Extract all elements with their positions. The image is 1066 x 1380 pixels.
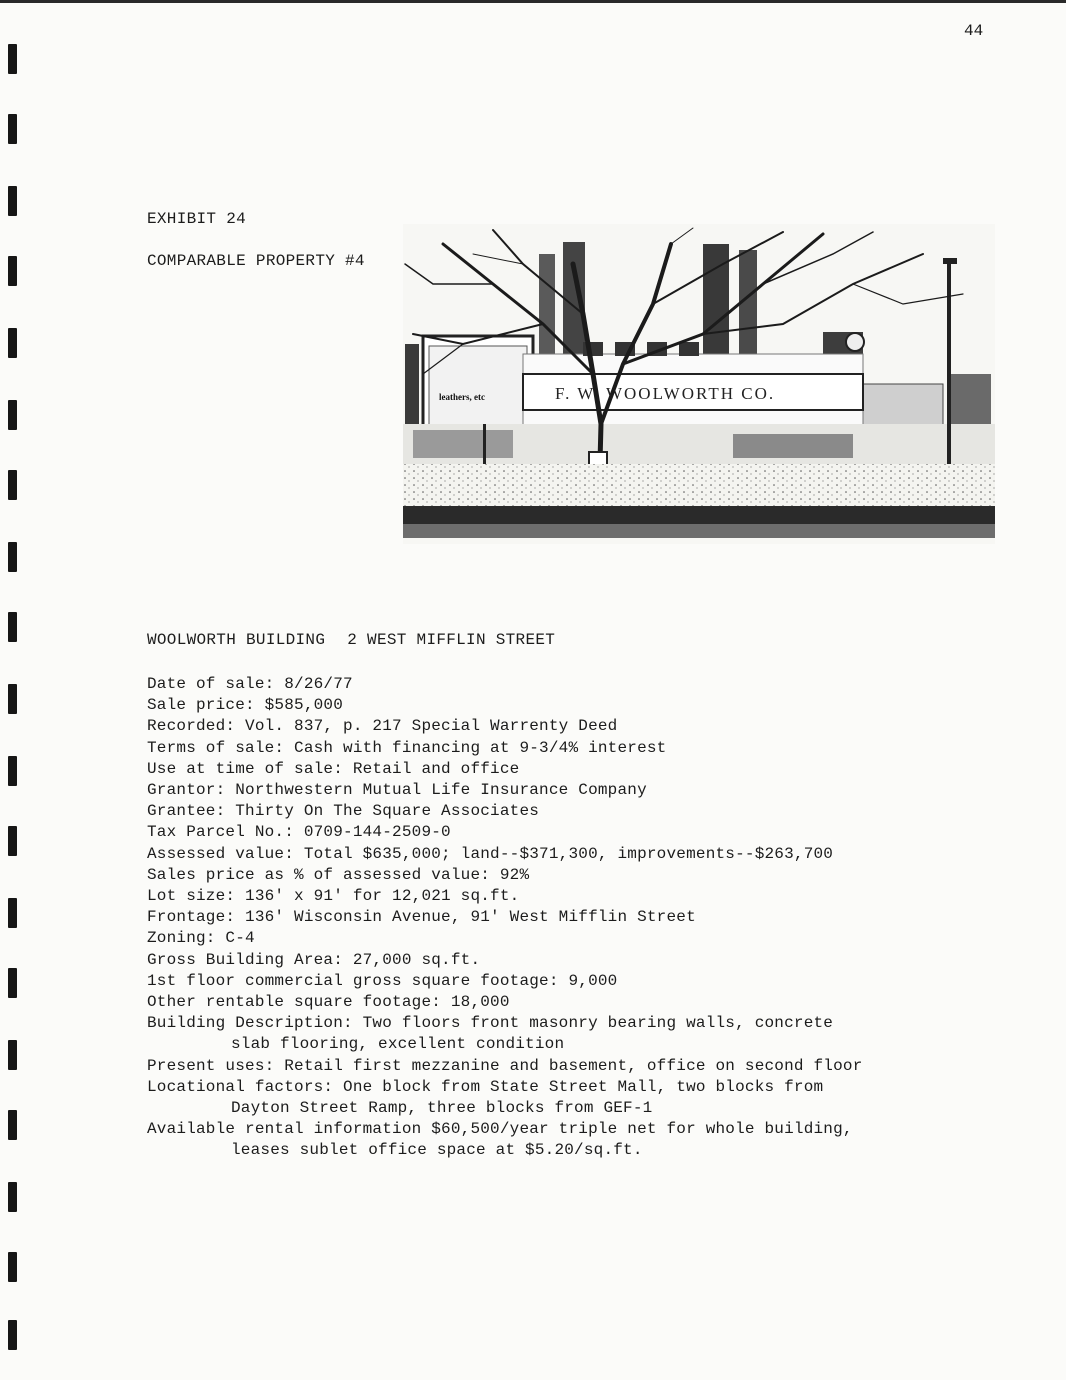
- rental-information-continued: leases sublet office space at $5.20/sq.ft.: [231, 1141, 643, 1160]
- tax-parcel-number: Tax Parcel No.: 0709-144-2509-0: [147, 823, 451, 842]
- binder-hole: [8, 470, 17, 500]
- binder-hole: [8, 44, 17, 74]
- binder-hole: [8, 968, 17, 998]
- terms-of-sale: Terms of sale: Cash with financing at 9-3/4% interest: [147, 738, 667, 757]
- date-of-sale: Date of sale: 8/26/77: [147, 675, 353, 693]
- sales-price-ratio: Sales price as % of assessed value: 92%: [147, 865, 530, 884]
- first-floor-footage: 1st floor commercial gross square footage: 9,000: [147, 971, 618, 990]
- binder-hole: [8, 186, 17, 216]
- property-details: [147, 674, 1047, 1162]
- exhibit-label: EXHIBIT 24: [147, 210, 247, 228]
- property-name: WOOLWORTH BUILDING: [147, 631, 326, 649]
- building-description-continued: slab flooring, excellent condition: [231, 1035, 565, 1054]
- assessed-value: Assessed value: Total $635,000; land--$371,300, improvements--$263,700: [147, 844, 834, 863]
- building-description: Building Description: Two floors front masonry bearing walls, concrete: [147, 1014, 834, 1033]
- binder-hole: [8, 1320, 17, 1350]
- top-edge-rule: [0, 0, 1066, 3]
- rental-information: Available rental information $60,500/year triple net for whole building,: [147, 1120, 853, 1139]
- binder-hole: [8, 684, 17, 714]
- binder-hole: [8, 612, 17, 642]
- store-sign-text: leathers, etc: [439, 392, 485, 402]
- use-at-time-of-sale: Use at time of sale: Retail and office: [147, 759, 520, 778]
- binder-hole: [8, 114, 17, 144]
- other-rentable-footage: Other rentable square footage: 18,000: [147, 993, 510, 1012]
- property-heading: [147, 631, 555, 649]
- binder-hole: [8, 1182, 17, 1212]
- sale-price: Sale price: $585,000: [147, 696, 344, 715]
- binder-hole: [8, 826, 17, 856]
- present-uses: Present uses: Retail first mezzanine and basement, office on second floor: [147, 1056, 863, 1075]
- frontage: Frontage: 136' Wisconsin Avenue, 91' West Mifflin Street: [147, 908, 696, 927]
- binder-hole: [8, 1040, 17, 1070]
- page-number: 44: [964, 22, 984, 40]
- binder-hole: [8, 400, 17, 430]
- lot-size: Lot size: 136' x 91' for 12,021 sq.ft.: [147, 887, 520, 906]
- property-photo: [403, 224, 995, 544]
- binder-hole: [8, 256, 17, 286]
- binder-hole: [8, 542, 17, 572]
- property-address: 2 WEST MIFFLIN STREET: [347, 631, 556, 649]
- grantee: Grantee: Thirty On The Square Associates: [147, 802, 540, 821]
- binder-hole: [8, 756, 17, 786]
- locational-factors: Locational factors: One block from State Street Mall, two blocks from: [147, 1077, 824, 1096]
- locational-factors-continued: Dayton Street Ramp, three blocks from GEF-1: [231, 1099, 653, 1118]
- woolworth-building-photo: [403, 224, 995, 544]
- grantor: Grantor: Northwestern Mutual Life Insurance Company: [147, 781, 647, 800]
- comparable-property-title: COMPARABLE PROPERTY #4: [147, 252, 365, 270]
- gross-building-area: Gross Building Area: 27,000 sq.ft.: [147, 950, 481, 969]
- building-sign-text: F. W. WOOLWORTH CO.: [555, 384, 776, 403]
- binder-hole: [8, 898, 17, 928]
- recorded: Recorded: Vol. 837, p. 217 Special Warrenty Deed: [147, 717, 618, 736]
- binder-hole: [8, 1252, 17, 1282]
- zoning: Zoning: C-4: [147, 929, 255, 948]
- binder-hole: [8, 1110, 17, 1140]
- binder-hole: [8, 328, 17, 358]
- binder-hole-strip: [4, 0, 20, 1380]
